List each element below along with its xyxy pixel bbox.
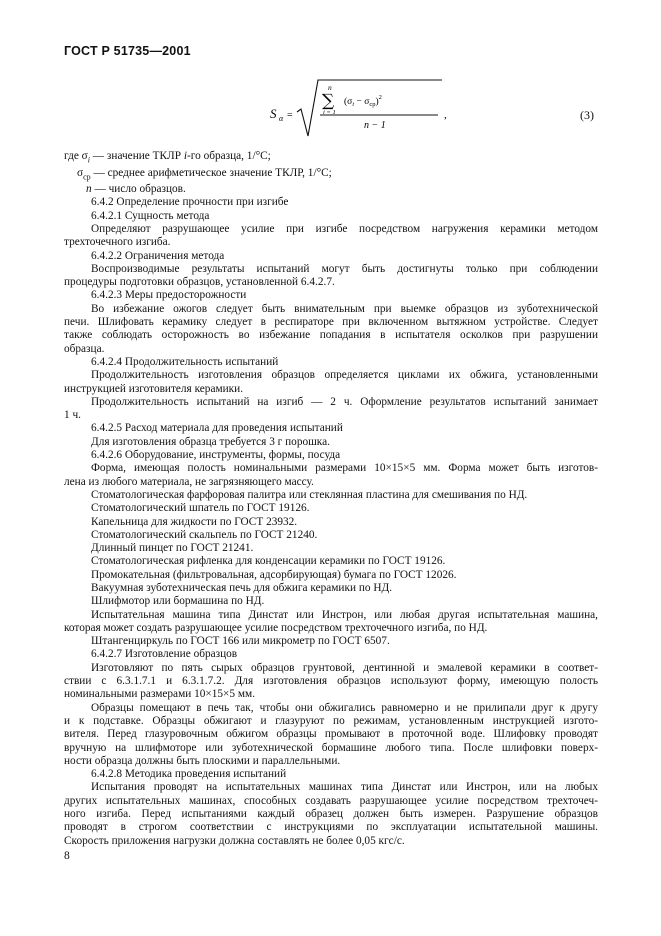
text-line: Скорость приложения нагрузки должна составлять не более 0,05 кгс/с.	[64, 834, 405, 847]
text-line: Стоматологический шпатель по ГОСТ 19126.	[91, 502, 310, 515]
text-line: ности образца должны быть плоскими и параллельными.	[64, 754, 341, 767]
text-line: Вакуумная зуботехническая печь для обжига керамики по НД.	[91, 582, 393, 594]
text-line: n — число образцов.	[86, 183, 186, 196]
text-line: печи. Шлифовать керамику следует в респираторе при включенном вытяжном устройстве. Следует	[64, 316, 598, 329]
text-line: Стоматологическая рифленка для конденсации керамики по ГОСТ 19126.	[91, 555, 446, 568]
text-line: инструкцией изготовителя керамики.	[64, 382, 244, 395]
formula-numerator: (σ	[344, 97, 353, 107]
text-line: образца.	[64, 342, 105, 355]
formula-lhs: S	[270, 106, 277, 121]
text-line: Определяют разрушающее усилие при изгибе посредством нагружения керамики методом	[91, 222, 598, 235]
text-line: лена из любого материала, не загрязняющего массу.	[64, 475, 314, 488]
text-line: Во избежание ожогов следует быть внимательным при выемке образцов из зуботехнической	[91, 302, 598, 315]
text-line: трехточечного изгиба.	[64, 236, 171, 249]
section-heading: 6.4.2.4 Продолжительность испытаний	[91, 355, 279, 368]
text-line: вителя. Перед глазуровочным обжигом образцы промывают в проточной воде. Шлифовку проводят	[64, 728, 598, 741]
text-line: 1 ч.	[64, 409, 81, 422]
text-line: Стоматологический скальпель по ГОСТ 21240.	[91, 528, 318, 541]
section-heading: 6.4.2 Определение прочности при изгибе	[91, 196, 289, 209]
text-line: Форма, имеющая полость номинальными размерами 10×15×5 мм. Форма может быть изготов-	[91, 462, 598, 475]
text-line: номинальными размерами 10×15×5 мм.	[64, 688, 256, 701]
formula-trail: ,	[444, 109, 447, 121]
text-line: вручную на шлифмоторе или зуботехнической бормашине любого типа. После шлифовки поверх-	[64, 741, 598, 754]
formula-denominator: n − 1	[364, 120, 386, 131]
section-heading: 6.4.2.3 Меры предосторожности	[91, 289, 247, 302]
formula-lhs-sub: α	[279, 114, 284, 123]
formula-eq: =	[287, 110, 293, 121]
section-heading: 6.4.2.8 Методика проведения испытаний	[91, 768, 287, 781]
text-line: Продолжительность испытаний на изгиб — 2 ч. Оформление результатов испытаний занимает	[91, 395, 598, 408]
document-header: ГОСТ Р 51735—2001	[64, 44, 191, 58]
text-line: других испытательных машинах, способных создавать разрушающее усилие посредством трехточеч-	[64, 794, 598, 807]
text-line: ного изгиба. Перед испытаниями каждый образец должен быть измерен. Разрушение образцов	[64, 808, 598, 821]
formula-number: (3)	[580, 108, 594, 122]
section-heading: 6.4.2.2 Ограничения метода	[91, 249, 225, 262]
text-line: Изготовляют по пять сырых образцов грунтовой, дентинной и эмалевой керамики в соответ-	[91, 661, 598, 674]
formula-sub-i: i	[352, 101, 355, 108]
body-text	[64, 150, 598, 848]
svg-text:(σi − σср)2	[344, 94, 382, 108]
text-line: также соблюдать осторожность во избежание попадания в испытателя осколков при разрушении	[64, 329, 598, 342]
text-line: которая может создать разрушающее усилие посредством трехточечного изгиба, по НД.	[64, 621, 488, 634]
text-line: Испытания проводят на испытательных машинах типа Динстат или Инстрон, или на любых	[91, 781, 598, 794]
text-line: процедуры подготовки образцов, установленной 6.4.2.7.	[64, 276, 335, 289]
formula-sum-top: n	[328, 83, 332, 92]
section-heading: 6.4.2.7 Изготовление образцов	[91, 648, 238, 661]
text-line: Штангенциркуль по ГОСТ 166 или микрометр по ГОСТ 6507.	[91, 635, 390, 648]
text-line: Образцы помещают в печь так, чтобы они обжигались равномерно и не прилипали друг к другу	[91, 701, 598, 714]
text-line: проводят в строгом соответствии с инструкциями по эксплуатации испытательной машины.	[64, 821, 598, 834]
text-line: ствии с 6.3.1.7.1 и 6.3.1.7.2. Для изготовления образцов используют форму, имеющую полость	[64, 675, 598, 688]
text-line: Для изготовления образца требуется 3 г порошка.	[91, 435, 330, 448]
text-line: $\sigma_{ср}$ — среднее арифметическое значение ТКЛР, 1/°С;	[77, 166, 332, 181]
page-number: 8	[64, 850, 70, 862]
formula-sub-cp: ср	[369, 101, 376, 108]
formula-power: 2	[378, 94, 382, 101]
text-line: Промокательная (фильтровальная, адсорбирующая) бумага по ГОСТ 12026.	[91, 568, 457, 581]
text-line: Стоматологическая фарфоровая палитра или стеклянная пластина для смешивания по НД.	[91, 488, 528, 501]
section-heading: 6.4.2.6 Оборудование, инструменты, формы, посуда	[91, 449, 341, 462]
text-line: Воспроизводимые результаты испытаний могут быть достигнуты только при соблюдении	[91, 262, 598, 275]
section-heading: 6.4.2.5 Расход материала для проведения испытаний	[91, 422, 343, 435]
formula-3	[270, 78, 450, 148]
sigma-symbol: ∑	[322, 91, 335, 111]
text-line: Продолжительность изготовления образцов определяется циклами их обжига, установленными	[91, 369, 598, 382]
formula-minus: − σ	[354, 97, 370, 107]
formula-sum-bottom: i = 1	[323, 109, 336, 116]
text-line: Испытательная машина типа Динстат или Инстрон, или любая другая испытательная машина,	[91, 608, 598, 621]
text-line: Капельница для жидкости по ГОСТ 23932.	[91, 515, 298, 528]
formula-close: )	[375, 97, 379, 107]
text-line: и к подставке. Образцы обжигают и глазуруют по режимам, установленным инструкцией изгото-	[64, 714, 598, 727]
text-line: где $\sigma_i$ — значение ТКЛР i-го образца, 1/°С;	[64, 150, 271, 165]
text-line: Шлифмотор или бормашина по НД.	[91, 595, 265, 608]
text-line: Длинный пинцет по ГОСТ 21241.	[91, 542, 254, 555]
section-heading: 6.4.2.1 Сущность метода	[91, 209, 210, 222]
